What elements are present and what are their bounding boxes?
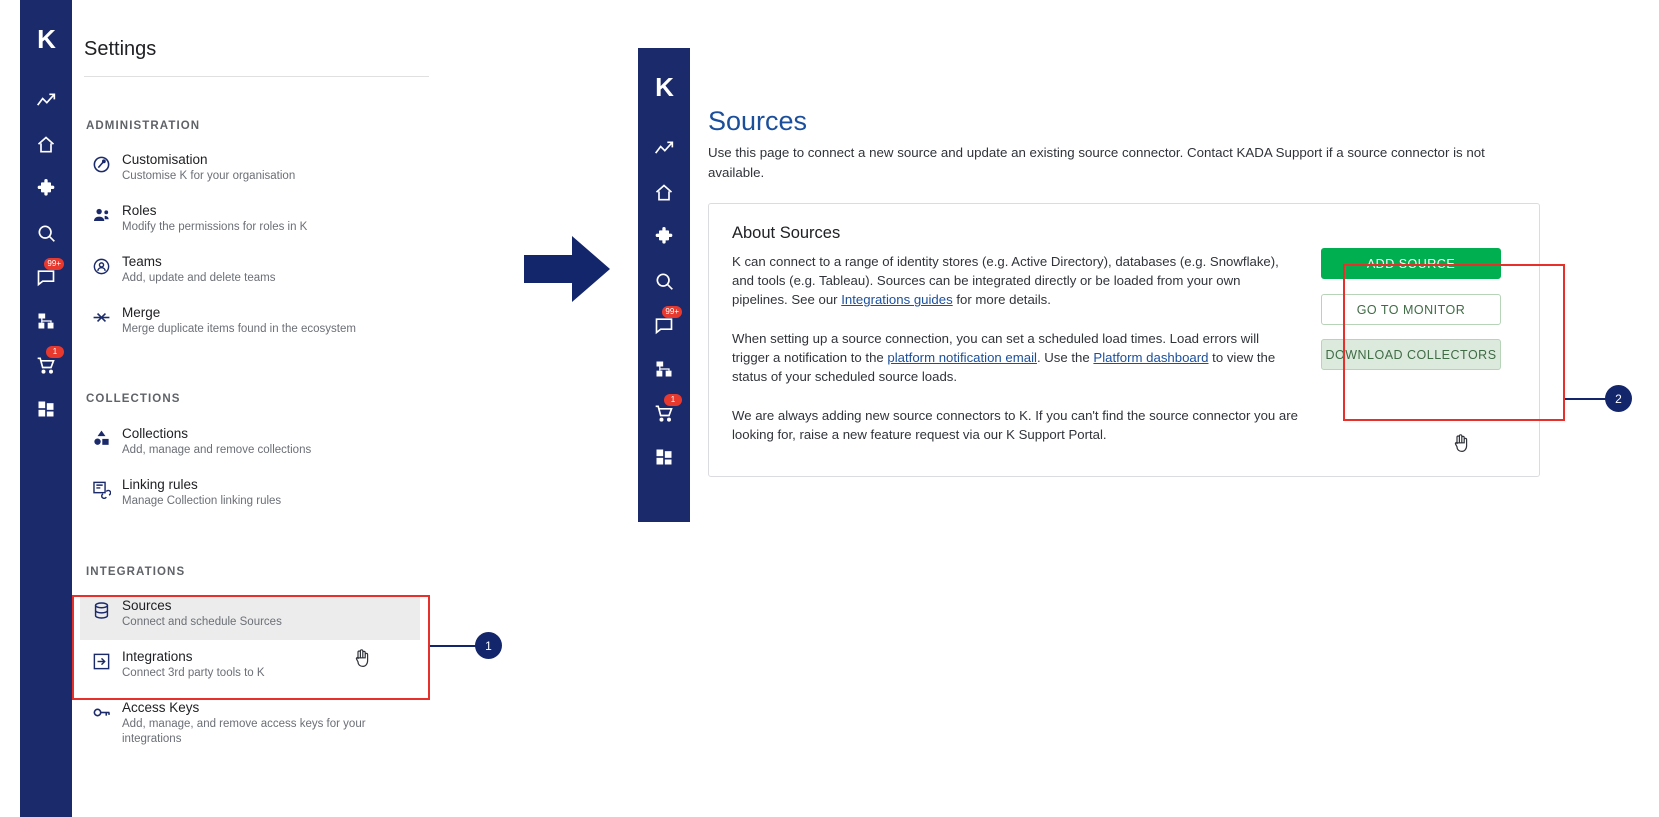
apps-icon[interactable] bbox=[646, 437, 682, 477]
chat-badge: 99+ bbox=[44, 258, 64, 270]
puzzle-icon[interactable] bbox=[28, 169, 64, 209]
about-sources-title: About Sources bbox=[732, 224, 841, 242]
chat-icon[interactable] bbox=[28, 257, 64, 297]
go-to-monitor-button[interactable]: GO TO MONITOR bbox=[1321, 294, 1501, 325]
search-icon[interactable] bbox=[28, 213, 64, 253]
integrations-guides-link[interactable]: Integrations guides bbox=[841, 292, 953, 308]
sidebar-item-label: Collections bbox=[122, 426, 189, 441]
page-title: Settings bbox=[84, 38, 157, 60]
teams-icon bbox=[80, 254, 122, 276]
about-paragraph-2-mid: . Use the bbox=[1036, 350, 1094, 366]
title-divider bbox=[84, 76, 429, 77]
chat-badge: 99+ bbox=[662, 306, 682, 318]
callout-1: 1 bbox=[475, 632, 502, 659]
about-paragraph-2 bbox=[732, 329, 1298, 387]
customisation-icon bbox=[80, 152, 122, 174]
sources-page-intro: Use this page to connect a new source and update an existing source connector. Contact KADA Support if a source connector is not available. bbox=[708, 145, 1485, 180]
mouse-cursor-download bbox=[1453, 433, 1469, 453]
sitemap-icon[interactable] bbox=[28, 301, 64, 341]
sources-icon bbox=[80, 598, 122, 620]
sidebar-item-merge[interactable] bbox=[80, 303, 420, 347]
chat-icon[interactable] bbox=[646, 305, 682, 345]
sidebar-item-label: Merge bbox=[122, 305, 161, 320]
merge-icon bbox=[80, 305, 122, 327]
sidebar-item-collections[interactable] bbox=[80, 424, 420, 468]
cart-icon[interactable] bbox=[28, 345, 64, 385]
puzzle-icon[interactable] bbox=[646, 217, 682, 257]
sidebar-item-sources[interactable] bbox=[80, 596, 420, 640]
about-paragraph-2-post: to view the status of your scheduled source loads. bbox=[732, 350, 1276, 385]
sidebar-item-label: Sources bbox=[122, 598, 172, 613]
sidebar-item-sub: Merge duplicate items found in the ecosystem bbox=[122, 323, 356, 335]
sources-nav-rail bbox=[638, 48, 690, 522]
kada-logo[interactable]: K bbox=[37, 24, 55, 54]
home-icon[interactable] bbox=[28, 125, 64, 165]
callout-2: 2 bbox=[1605, 385, 1632, 412]
sidebar-item-sub: Add, manage, and remove access keys for your integrations bbox=[122, 718, 366, 745]
sidebar-item-linking-rules[interactable] bbox=[80, 475, 420, 519]
sidebar-item-label: Linking rules bbox=[122, 477, 198, 492]
sidebar-item-sub: Add, manage and remove collections bbox=[122, 444, 312, 456]
roles-icon bbox=[80, 203, 122, 225]
collections-icon bbox=[80, 426, 122, 448]
sidebar-item-sub: Connect 3rd party tools to K bbox=[122, 667, 265, 679]
apps-icon[interactable] bbox=[28, 389, 64, 429]
mouse-cursor-sources bbox=[354, 648, 370, 668]
sidebar-item-label: Access Keys bbox=[122, 700, 200, 715]
kada-logo[interactable]: K bbox=[655, 72, 673, 102]
left-nav-rail bbox=[20, 0, 72, 817]
home-icon[interactable] bbox=[646, 173, 682, 213]
sidebar-item-customisation[interactable] bbox=[80, 150, 420, 194]
about-paragraph-2-pre: When setting up a source connection, you can set a scheduled load times. Load errors will trigger a notification to the bbox=[732, 331, 1260, 366]
add-source-button[interactable]: ADD SOURCE bbox=[1321, 248, 1501, 279]
sidebar-item-label: Roles bbox=[122, 203, 157, 218]
sidebar-item-label: Customisation bbox=[122, 152, 208, 167]
platform-notification-email-link[interactable]: platform notification email bbox=[887, 350, 1037, 366]
cart-icon[interactable] bbox=[646, 393, 682, 433]
sidebar-item-sub: Connect and schedule Sources bbox=[122, 616, 282, 628]
sidebar-item-access-keys[interactable] bbox=[80, 698, 420, 745]
sidebar-item-sub: Modify the permissions for roles in K bbox=[122, 221, 308, 233]
sidebar-item-teams[interactable] bbox=[80, 252, 420, 296]
section-header-integrations: INTEGRATIONS bbox=[86, 566, 186, 578]
sidebar-item-roles[interactable] bbox=[80, 201, 420, 245]
access-keys-icon bbox=[80, 700, 122, 722]
sidebar-item-sub: Add, update and delete teams bbox=[122, 272, 276, 284]
section-header-administration: ADMINISTRATION bbox=[86, 120, 201, 132]
sources-page bbox=[690, 48, 1570, 522]
sidebar-item-sub: Manage Collection linking rules bbox=[122, 495, 282, 507]
about-paragraph-1 bbox=[732, 252, 1298, 310]
sidebar-item-label: Integrations bbox=[122, 649, 193, 664]
sidebar-item-sub: Customise K for your organisation bbox=[122, 170, 296, 182]
cart-badge: 1 bbox=[664, 394, 682, 406]
trending-icon[interactable] bbox=[28, 81, 64, 121]
about-paragraph-1-pre: K can connect to a range of identity stores (e.g. Active Directory), databases (e.g. Snowflake), and tools (e.g. Tableau). Sources can be integrated directly or be loaded from your own pipelines. See our bbox=[732, 254, 1279, 308]
about-paragraph-1-post: for more details. bbox=[952, 292, 1051, 308]
cart-badge: 1 bbox=[46, 346, 64, 358]
search-icon[interactable] bbox=[646, 261, 682, 301]
integrations-icon bbox=[80, 649, 122, 671]
settings-panel bbox=[72, 0, 638, 817]
about-paragraph-3: We are always adding new source connectors to K. If you can't find the source connector you are looking for, raise a new feature request via our K Support Portal. bbox=[732, 408, 1298, 443]
linking-rules-icon bbox=[80, 477, 122, 499]
platform-dashboard-link[interactable]: Platform dashboard bbox=[1093, 350, 1209, 366]
about-sources-card bbox=[708, 203, 1540, 477]
section-header-collections: COLLECTIONS bbox=[86, 393, 181, 405]
flow-arrow-icon bbox=[524, 236, 610, 302]
sidebar-item-label: Teams bbox=[122, 254, 162, 269]
sitemap-icon[interactable] bbox=[646, 349, 682, 389]
download-collectors-button[interactable]: DOWNLOAD COLLECTORS bbox=[1321, 339, 1501, 370]
trending-icon[interactable] bbox=[646, 129, 682, 169]
sources-page-title: Sources bbox=[708, 106, 808, 136]
